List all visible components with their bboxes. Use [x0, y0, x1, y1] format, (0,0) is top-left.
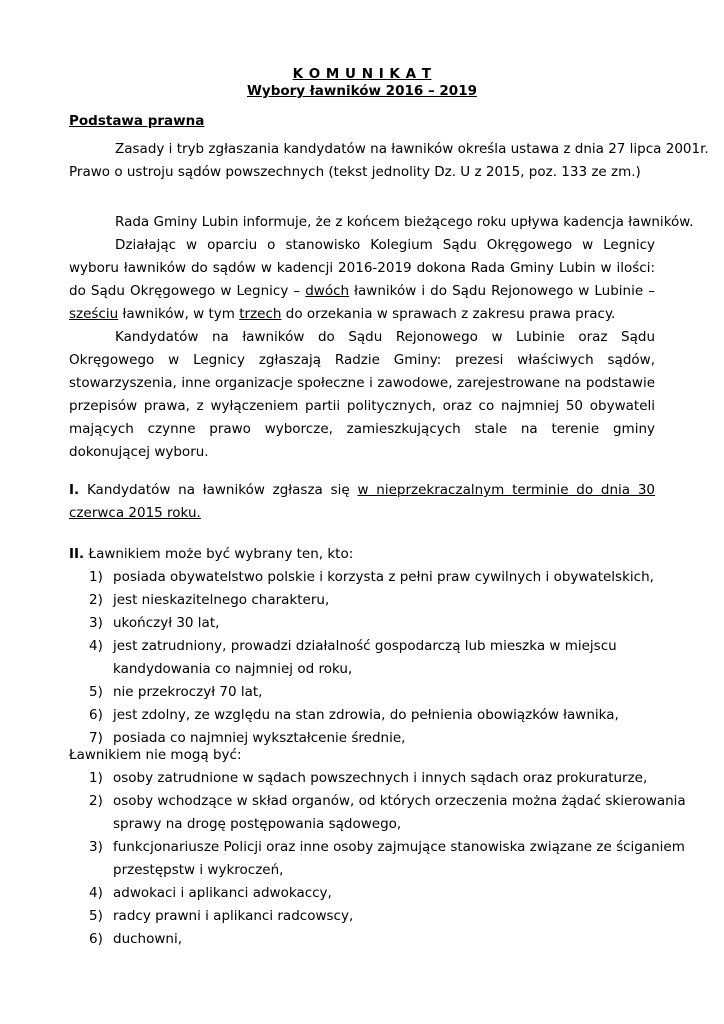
list-item: 1) osoby zatrudnione w sądach powszechnych i innych sądach oraz prokuraturze, — [89, 770, 648, 786]
p2-text-d: do orzekania w sprawach z zakresu prawa pracy. — [285, 306, 616, 322]
document-title: K O M U N I K A T — [292, 66, 432, 82]
document-subtitle: Wybory ławników 2016 – 2019 — [247, 83, 477, 99]
paragraph-election-basis — [69, 234, 655, 326]
section-1-label: I. — [69, 482, 80, 498]
list-item: 2) jest nieskazitelnego charakteru, — [89, 592, 330, 608]
list-item: 1) posiada obywatelstwo polskie i korzysta z pełni praw cywilnych i obywatelskich, — [89, 569, 654, 585]
list-item: 6) duchowni, — [89, 931, 183, 947]
paragraph-candidates: Kandydatów na ławników do Sądu Rejonowego w Lubinie oraz Sądu Okręgowego w Legnicy zgłaszają Radzie Gminy: prezesi właściwych sądów, stowarzyszenia, inne organizacje społeczne i zawodowe, zarejestrowane na podstawie przepisów prawa, z wyłączeniem partii politycznych, oraz co najmniej 50 obywateli mających czynne prawo wyborcze, zamieszkujących stale na terenie gminy dokonującej wyboru. — [69, 329, 655, 460]
p2-text-b: ławników i do Sądu Rejonowego w Lubinie – — [354, 283, 655, 299]
list-item: 4) adwokaci i aplikanci adwokaccy, — [89, 885, 332, 901]
list-item: 3) ukończył 30 lat, — [89, 615, 220, 631]
ineligibility-list — [69, 767, 686, 951]
legal-basis-line1: Zasady i tryb zgłaszania kandydatów na ławników określa ustawa z dnia 27 lipca 2001r. — [115, 141, 709, 157]
p2-text-a: Działając w oparciu o stanowisko Kolegium Sądu Okręgowego w Legnicy wyboru ławników do sądów w kadencji 2016-2019 dokona Rada Gminy Lubin w ilości: do Sądu Okręgowego w Legnicy – — [69, 237, 655, 299]
eligibility-list — [69, 566, 669, 750]
list-item: 4) jest zatrudniony, prowadzi działalność gospodarczą lub mieszka w miejscu kandydowania co najmniej od roku, — [89, 638, 617, 677]
list-item: 5) nie przekroczył 70 lat, — [89, 684, 263, 700]
list-item: 6) jest zdolny, ze względu na stan zdrowia, do pełnienia obowiązków ławnika, — [89, 707, 619, 723]
section-1-deadline: w nieprzekraczalnym terminie do dnia 30 czerwca 2015 roku. — [69, 482, 655, 521]
section-2-text: Ławnikiem może być wybrany ten, kto: — [84, 546, 354, 562]
section-2-label: II. — [69, 546, 85, 562]
list-item: 5) radcy prawni i aplikanci radcowscy, — [89, 908, 354, 924]
section-heading-legal-basis: Podstawa prawna — [69, 113, 205, 129]
list-item: 3) funkcjonariusze Policji oraz inne osoby zajmujące stanowiska związane ze ściganiem przestępstw i wykroczeń, — [89, 839, 685, 878]
p2-count-regional: dwóch — [305, 283, 350, 299]
ineligible-heading: Ławnikiem nie mogą być: — [69, 747, 242, 763]
legal-basis-paragraph — [69, 138, 709, 184]
p2-count-district: sześciu — [69, 306, 119, 322]
section-2-heading — [69, 543, 353, 566]
section-1-text: Kandydatów na ławników zgłasza się — [79, 482, 358, 498]
legal-basis-line2: Prawo o ustroju sądów powszechnych (tekst jednolity Dz. U z 2015, poz. 133 ze zm.) — [69, 164, 641, 180]
p2-count-labor: trzech — [239, 306, 282, 322]
section-1 — [69, 479, 655, 525]
p2-text-c: ławników, w tym — [122, 306, 235, 322]
list-item: 2) osoby wchodzące w skład organów, od których orzeczenia można żądać skierowania sprawy na drogę postępowania sądowego, — [89, 793, 686, 832]
paragraph-term-end: Rada Gminy Lubin informuje, że z końcem bieżącego roku upływa kadencja ławników. — [115, 214, 694, 230]
list-item: 7) posiada co najmniej wykształcenie średnie, — [89, 730, 406, 746]
